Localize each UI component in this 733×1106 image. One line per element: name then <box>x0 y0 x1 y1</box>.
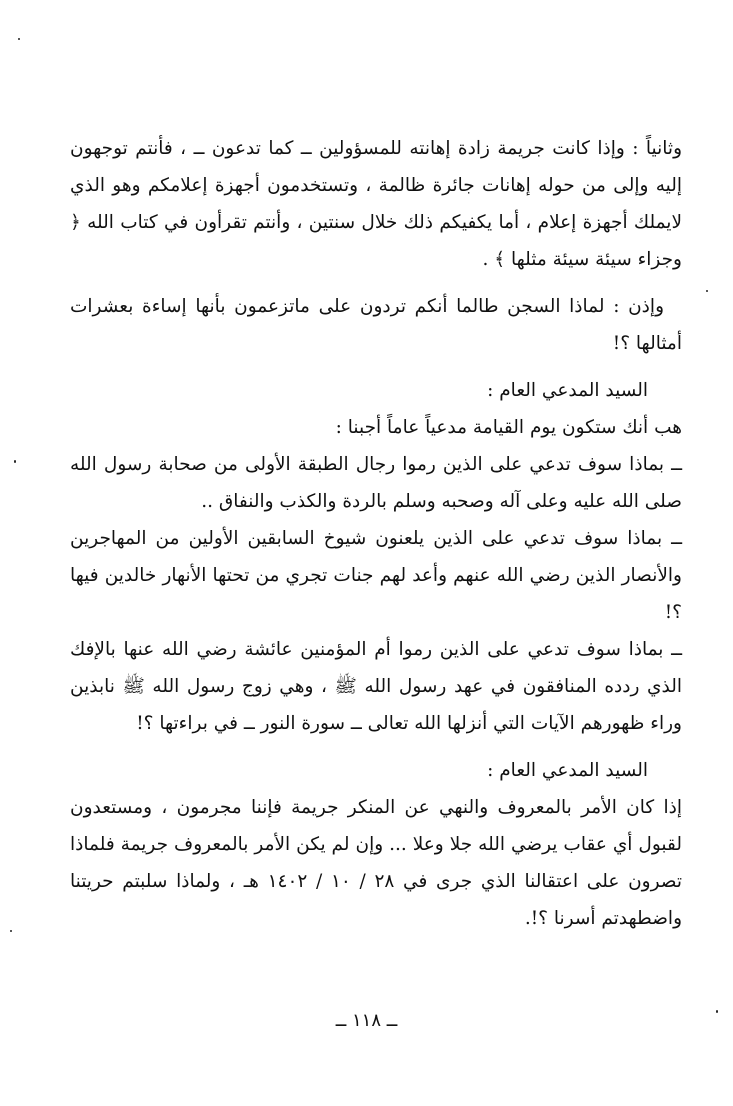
spacer <box>70 362 682 372</box>
speaker-heading-prosecutor: السيد المدعي العام : <box>487 380 648 401</box>
page-number: ــ ١١٨ ــ <box>335 1010 398 1031</box>
page-body <box>70 130 682 937</box>
paragraph-question-muhajirin: ــ بماذا سوف تدعي على الذين يلعنون شيوخ السابقين الأولين من المهاجرين والأنصار الذين رضي الله عنهم وأعد لهم جنات تجري من تحتها الأنهار خالدين فيها ؟! <box>70 528 682 623</box>
paragraph-enjoining-good: إذا كان الأمر بالمعروف والنهي عن المنكر جريمة فإننا مجرمون ، ومستعدون لقبول أي عقاب يرضي الله جلا وعلا ... وإن لم يكن الأمر بالمعروف جريمة فلماذا تصرون على اعتقالنا الذي جرى في ٢٨ / ١٠ / ١٤٠٢ هـ ، ولماذا سلبتم حريتنا واضطهدتم أسرنا ؟!. <box>70 797 682 929</box>
scan-speck <box>10 930 12 932</box>
scan-speck <box>706 290 708 292</box>
scan-speck <box>716 1010 718 1013</box>
speaker-heading-prosecutor-2: السيد المدعي العام : <box>487 760 648 781</box>
paragraph-question-aisha: ــ بماذا سوف تدعي على الذين رموا أم المؤمنين عائشة رضي الله عنها بالإفك الذي ردده المنافقون في عهد رسول الله ﷺ ، وهي زوج رسول الله ﷺ نابذين وراء ظهورهم الآيات التي أنزلها الله تعالى ــ سورة النور ــ في براءتها ؟! <box>70 639 682 734</box>
paragraph-why-prison: وإذن : لماذا السجن طالما أنكم تردون على ماتزعمون بأنها إساءة بعشرات أمثالها ؟! <box>70 296 682 354</box>
paragraph-question-companions: ــ بماذا سوف تدعي على الذين رموا رجال الطبقة الأولى من صحابة رسول الله صلى الله عليه وعلى آله وصحبه وسلم بالردة والكذب والنفاق .. <box>70 454 682 512</box>
spacer <box>70 278 682 288</box>
spacer <box>70 742 682 752</box>
scan-speck <box>18 38 20 40</box>
paragraph-secondly: وثانياً : وإذا كانت جريمة زادة إهانته للمسؤولين ــ كما تدعون ــ ، فأنتم توجهون إليه وإلى من حوله إهانات جائرة ظالمة ، وتستخدمون أجهزة إعلامكم وهو الذي لايملك أجهزة إعلام ، أما يكفيكم ذلك خلال سنتين ، وأنتم تقرأون في كتاب الله ﴿ وجزاء سيئة سيئة مثلها ﴾ . <box>70 138 682 270</box>
scan-speck <box>14 460 16 463</box>
paragraph-judgment-day: هب أنك ستكون يوم القيامة مدعياً عاماً أجبنا : <box>335 417 682 438</box>
